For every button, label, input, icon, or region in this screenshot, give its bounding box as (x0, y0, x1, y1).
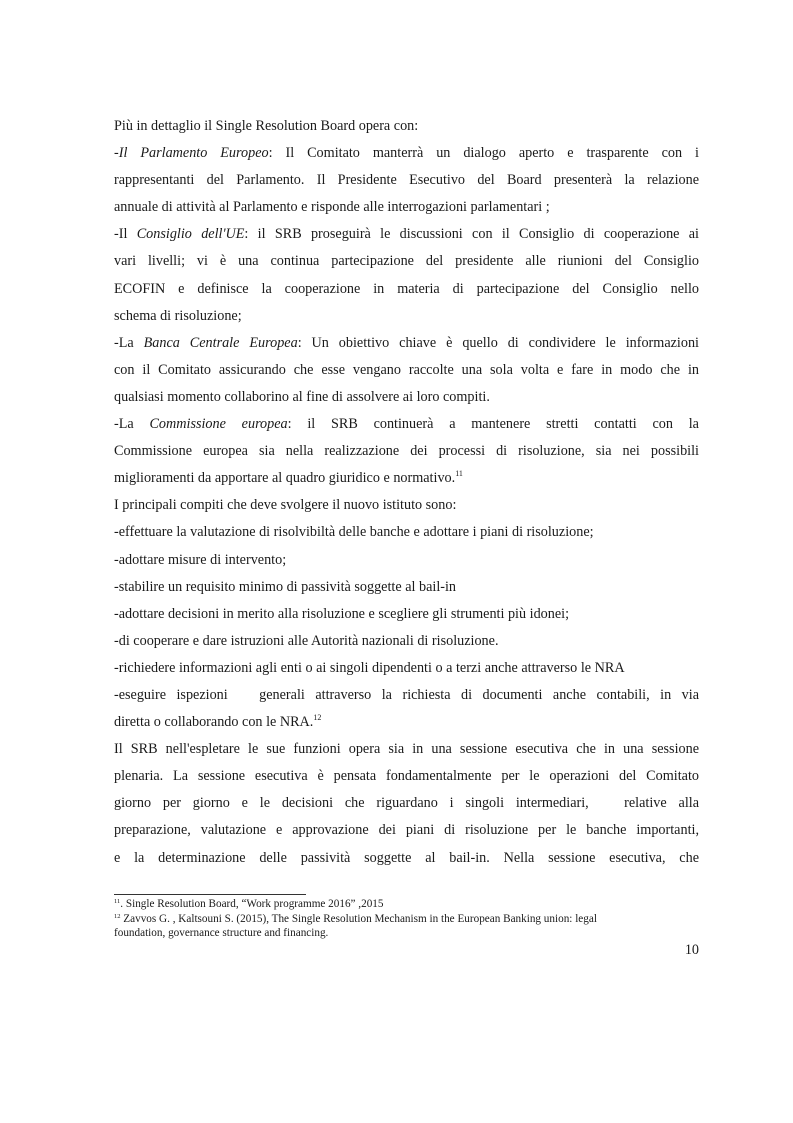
footnote-separator (114, 894, 306, 895)
text-line: vari livelli; vi è una continua partecipazione del presidente alle riunioni del Consiglio (114, 253, 699, 270)
task-item: -richiedere informazioni agli enti o ai singoli dipendenti o a terzi anche attraverso le NRA (114, 659, 625, 676)
footnote-number: 12 (114, 912, 121, 920)
tasks-intro: I principali compiti che deve svolgere il nuovo istituto sono: (114, 497, 457, 514)
text-line: ECOFIN e definisce la cooperazione in materia di partecipazione del Consiglio nello (114, 280, 699, 297)
task-item: -adottare decisioni in merito alla risoluzione e scegliere gli strumenti più idonei; (114, 605, 570, 622)
item-parlamento: -Il Parlamento Europeo: Il Comitato manterrà un dialogo aperto e trasparente con i (114, 145, 699, 162)
footnote-12: $^{12}$ Zavvos G. , Kaltsouni S. (2015), The Single Resolution Mechanism in the European Banking union: legal (114, 912, 597, 925)
paragraph-intro: Più in dettaglio il Single Resolution Board opera con: (114, 118, 419, 134)
text-line: preparazione, valutazione e approvazione dei piani di risoluzione per le banche importanti, (114, 822, 699, 839)
item-commissione: -La Commissione europea: il SRB continuerà a mantenere stretti contatti con la (114, 416, 699, 433)
text-line: diretta o collaborando con le NRA.$^{12}$ (114, 713, 322, 731)
text-line: rappresentanti del Parlamento. Il Presidente Esecutivo del Board presenterà la relazione (114, 172, 699, 189)
text-line: Il SRB nell'espletare le sue funzioni opera sia in una sessione esecutiva che in una sessione (114, 741, 699, 758)
task-item: -effettuare la valutazione di risolvibiltà delle banche e adottare i piani di risoluzione; (114, 524, 594, 541)
parlamento-term: Il Parlamento Europeo (118, 145, 269, 162)
text-line: annuale di attività al Parlamento e risponde alle interrogazioni parlamentari ; (114, 199, 550, 216)
text-line: schema di risoluzione; (114, 307, 242, 324)
footnote-number: 11 (114, 898, 121, 905)
footnote-ref-12[interactable]: 12 (313, 713, 322, 723)
footnote-11: $^{11}$. Single Resolution Board, “Work programme 2016” ,2015 (114, 898, 384, 910)
text-line: e la determinazione delle passività soggette al bail-in. Nella sessione esecutiva, che (114, 849, 699, 866)
commissione-term: Commissione europea (149, 416, 288, 433)
text-line: giorno per giorno e le decisioni che riguardano i singoli intermediari, relative alla (114, 795, 699, 812)
page-number: 10 (684, 942, 699, 958)
footnote-ref-11[interactable]: 11 (455, 469, 463, 479)
document-body (114, 113, 699, 872)
text-line: Commissione europea sia nella realizzazione dei processi di risoluzione, sia nei possibili (114, 443, 699, 460)
footnotes (114, 897, 699, 941)
text-line: con il Comitato assicurando che esse vengano raccolte una sola volta e fare in modo che in (114, 361, 699, 378)
task-item: -stabilire un requisito minimo di passività soggette al bail-in (114, 578, 457, 595)
consiglio-term: Consiglio dell'UE (136, 226, 245, 243)
item-consiglio: -Il Consiglio dell'UE: il SRB proseguirà le discussioni con il Consiglio di cooperazione ai (114, 226, 699, 243)
item-bce: -La Banca Centrale Europea: Un obiettivo chiave è quello di condividere le informazioni (114, 334, 699, 351)
task-item: -di cooperare e dare istruzioni alle Autorità nazionali di risoluzione. (114, 632, 499, 649)
text-line: qualsiasi momento collaborino al fine di assolvere ai loro compiti. (114, 388, 490, 405)
text-line: plenaria. La sessione esecutiva è pensata fondamentalmente per le operazioni del Comitato (114, 768, 699, 785)
bce-term: Banca Centrale Europea (143, 334, 298, 351)
text-line: miglioramenti da apportare al quadro giuridico e normativo.$^{11}$ (114, 469, 463, 487)
task-item: -eseguire ispezioni generali attraverso la richiesta di documenti anche contabili, in via (114, 686, 699, 703)
task-item: -adottare misure di intervento; (114, 551, 287, 568)
footnote-12-continued: foundation, governance structure and financing. (114, 927, 329, 939)
